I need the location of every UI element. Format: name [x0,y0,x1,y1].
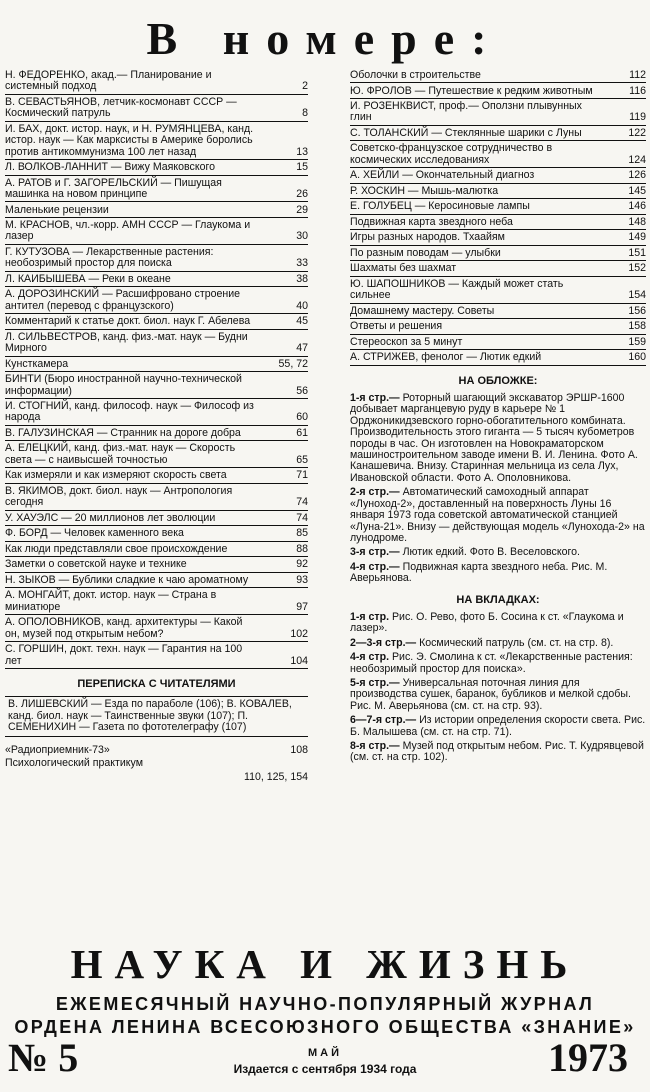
entry-title: Игры разных народов. Тхаайям [350,231,505,244]
entry-title: Л. СИЛЬВЕСТРОВ, канд. физ.-мат. наук — Будни Мирного [5,330,248,355]
entry-title: И. СТОГНИЙ, канд. философ. наук — Философ из народа [5,400,254,424]
published-since: Издается с сентября 1934 года [233,1062,417,1076]
entry-page: 149 [628,231,646,244]
entry-page: 102 [290,627,308,640]
contents-entry [350,337,646,350]
note-label: 1-я стр. [350,610,392,623]
entry-title: В. ГАЛУЗИНСКАЯ — Странник на дороге добра [5,426,241,439]
contents-entry [5,124,308,160]
entry-title: БИНТИ (Бюро иностранной научно-технической информации) [5,373,242,397]
note-text: Музей под открытым небом. Рис. Т. Кудрявцевой (см. ст. на стр. 102). [350,740,644,764]
contents-header: В номере: [146,13,504,64]
contents-entry [350,186,646,199]
entry-title: А. ХЕЙЛИ — Окончательный диагноз [350,169,535,182]
contents-entry [350,101,646,126]
entry-page: 124 [628,153,646,166]
contents-entry [5,220,308,245]
contents-entry [5,205,308,218]
entry-title: Психологический практикум [5,757,144,770]
note-item [350,612,646,635]
entry-title: А. РАТОВ и Г. ЗАГОРЕЛЬСКИЙ — Пишущая машинка на новом принципе [5,176,222,201]
contents-entry [5,758,308,769]
right-contents-list [350,70,646,366]
entry-page: 61 [296,426,308,439]
issue-year: 1973 [548,1035,628,1080]
note-text: Из истории определения скорости света. Рис. Б. Малышева (см. ст. на стр. 71). [350,714,646,738]
entry-page: 152 [628,262,646,275]
contents-entry [350,170,646,183]
note-text: Рис. Э. Смолина к ст. «Лекарственные растения: необозримый простор для поиска». [350,651,633,675]
entry-title: Подвижная карта звездного неба [350,215,513,228]
contents-entry [5,486,308,511]
entry-title: Домашнему мастеру. Советы [350,304,495,317]
entry-title: Г. КУТУЗОВА — Лекарственные растения: необозримый простор для поиска [5,245,214,270]
note-label: 2-я стр.— [350,486,403,499]
inserts-heading: НА ВКЛАДКАХ: [456,593,540,606]
contents-entry [5,247,308,272]
note-item [350,562,646,585]
contents-entry [5,470,308,483]
cover-heading: НА ОБЛОЖКЕ: [458,374,538,387]
note-text: Автоматический самоходный аппарат «Луноход-2», доставленный на поверхность Луны 16 января 1973 года советской автоматической станцией «Луна-21». Внизу — действующая модель «Лунохода-2» на лунодроме. [350,486,645,544]
entry-page: 93 [296,573,308,586]
entry-title: Р. ХОСКИН — Мышь-малютка [350,184,499,197]
contents-entry [5,374,308,399]
issue-number: № 5 [8,1035,79,1080]
entry-title: М. КРАСНОВ, чл.-корр. АМН СССР — Глаукома и лазер [5,219,251,243]
entry-page: 160 [628,351,646,364]
note-label: 6—7-я стр.— [350,714,420,727]
cover-notes [350,393,646,585]
entry-title: Ю. ШАПОШНИКОВ — Каждый может стать сильнее [350,277,564,302]
entry-title: Шахматы без шахмат [350,262,457,275]
note-item [350,638,646,649]
right-column [350,70,646,767]
contents-entry [5,162,308,175]
left-contents-list [5,70,308,669]
entry-title: Оболочки в строительстве [350,69,481,81]
correspondence-block [5,696,308,736]
contents-entry [350,321,646,334]
entry-page: 60 [296,411,308,424]
contents-entry [5,544,308,557]
entry-title: А. МОНГАЙТ, докт. истор. наук — Страна в миниатюре [5,589,217,613]
entry-page: 30 [296,230,308,243]
entry-page: 45 [296,315,308,328]
contents-entry [5,274,308,287]
entry-title: Маленькие рецензии [5,203,109,216]
entry-title: С. ГОРШИН, докт. техн. наук — Гарантия на 100 лет [5,643,243,667]
entry-title: В. ЯКИМОВ, докт. биол. наук — Антропология сегодня [5,484,233,509]
note-label: 1-я стр.— [350,392,403,405]
entry-page: 47 [296,342,308,355]
note-item [350,678,646,712]
note-label: 4-я стр. [350,651,392,664]
entry-page: 8 [302,107,308,120]
entry-page: 13 [296,145,308,158]
note-text: Рис. О. Рево, фото Б. Сосина к ст. «Глаукома и лазер». [350,610,624,635]
entry-title: А. ЕЛЕЦКИЙ, канд. физ.-мат. наук — Скорость света — с наивысшей точностью [5,442,236,466]
entry-page: 145 [628,184,646,197]
entry-page: 40 [296,299,308,312]
contents-entry [5,590,308,615]
magazine-title: НАУКА И ЖИЗНЬ [70,941,580,987]
entry-page: 65 [296,453,308,466]
entry-page: 88 [296,542,308,555]
entry-title: А. ОПОЛОВНИКОВ, канд. архитектуры — Какой он, музей под открытым небом? [5,616,243,640]
entry-page: 154 [628,289,646,302]
entry-page: 122 [628,126,646,139]
entry-title: Кунсткамера [5,357,69,370]
note-item [350,487,646,544]
psych-practicum-pages: 110, 125, 154 [243,770,308,783]
contents-entry [350,306,646,319]
note-item [350,652,646,675]
entry-title: Ф. БОРД — Человек каменного века [5,527,184,540]
contents-entry [350,248,646,261]
contents-entry [5,428,308,441]
magazine-subtitle-2: ОРДЕНА ЛЕНИНА ВСЕСОЮЗНОГО ОБЩЕСТВА «ЗНАНИЕ» [14,1017,636,1037]
entry-title: Ю. ФРОЛОВ — Путешествие к редким животным [350,84,593,97]
entry-page: 56 [296,384,308,397]
magazine-subtitle-1: ЕЖЕМЕСЯЧНЫЙ НАУЧНО-ПОПУЛЯРНЫЙ ЖУРНАЛ [55,994,595,1014]
entry-page: 158 [628,320,646,333]
contents-entry [5,528,308,541]
entry-title: Заметки о советской науке и технике [5,558,187,571]
contents-entry [5,617,308,642]
entry-title: А. ДОРОЗИНСКИЙ — Расшифровано строение антител (перевод с французского) [5,288,241,312]
note-label: 3-я стр.— [350,546,403,559]
contents-entry [350,70,646,83]
entry-page: 92 [296,558,308,571]
contents-entry [5,443,308,468]
entry-page: 119 [629,111,646,124]
contents-entry [350,232,646,245]
entry-title: У. ХАУЭЛС — 20 миллионов лет эволюции [5,511,216,524]
contents-entry [350,217,646,230]
entry-title: Л. КАИБЫШЕВА — Реки в океане [5,272,171,285]
entry-title: А. СТРИЖЕВ, фенолог — Лютик едкий [350,351,542,364]
note-label: 2—3-я стр.— [350,636,420,649]
entry-page: 108 [290,743,308,756]
contents-entry [5,644,308,669]
entry-title: С. ТОЛАНСКИЙ — Стеклянные шарики с Луны [350,126,582,139]
contents-entry [350,143,646,168]
contents-entry [5,401,308,426]
note-item [350,715,646,738]
contents-entry [5,513,308,526]
entry-page: 74 [296,496,308,509]
entry-page: 15 [296,161,308,174]
contents-entry [5,289,308,314]
entry-page: 112 [629,69,646,81]
entry-title: Е. ГОЛУБЕЦ — Керосиновые лампы [350,200,530,213]
entry-title: Л. ВОЛКОВ-ЛАННИТ — Вижу Маяковского [5,161,216,174]
left-tail-list [5,745,308,770]
entry-page: 71 [296,469,308,482]
entry-page: 85 [296,527,308,540]
contents-entry [350,279,646,304]
contents-entry [350,352,646,365]
contents-entry [5,359,308,372]
entry-title: «Радиоприемник-73» [5,743,110,756]
contents-entry [5,97,308,122]
entry-title: Н. ЗЫКОВ — Бублики сладкие к чаю ароматному [5,573,249,586]
entry-page: 74 [296,511,308,524]
entry-title: И. РОЗЕНКВИСТ, проф.— Оползни плывунных глин [350,100,582,124]
entry-page: 29 [296,203,308,216]
entry-page: 151 [628,246,646,259]
entry-title: Как люди представляли свое происхождение [5,542,228,555]
contents-entry [5,745,308,756]
note-item [350,547,646,558]
entry-page: 2 [302,80,308,93]
entry-page: 156 [628,304,646,317]
entry-page: 26 [296,188,308,201]
contents-entry [350,263,646,276]
note-text: Универсальная поточная линия для производства сушек, баранок, бубликов и мелкой сдобы. Рис. М. Аверьянова (см. ст. на стр. 93). [350,676,631,712]
entry-page: 38 [296,272,308,285]
entry-title: Советско-французское сотрудничество в космических исследованиях [350,142,553,166]
entry-title: Стереоскоп за 5 минут [350,335,463,348]
note-text: Подвижная карта звездного неба. Рис. М. Аверьянова. [350,560,608,585]
entry-page: 33 [296,257,308,270]
correspondence-heading: ПЕРЕПИСКА С ЧИТАТЕЛЯМИ [77,677,236,690]
left-column [5,70,308,783]
contents-entry [5,316,308,329]
entry-page: 159 [628,335,646,348]
correspondence-text: В. ЛИШЕВСКИЙ — Езда по параболе (106); В. КОВАЛЕВ, канд. биол. наук — Таинственные звуки (107); П. СЕМЕНИХИН — Газета по фототелеграфу (107) [8,698,292,734]
insert-notes [350,612,646,764]
contents-entry [5,70,308,95]
entry-page: 126 [628,169,646,182]
entry-page: 97 [296,600,308,613]
entry-title: И. БАХ, докт. истор. наук, и Н. РУМЯНЦЕВА, канд. истор. наук — Как марксисты в Америке боролись против антикоммунизма 100 лет назад [5,122,254,158]
contents-entry [350,128,646,141]
entry-page: 104 [290,654,308,667]
entry-page: 146 [628,200,646,213]
note-label: 5-я стр.— [350,676,403,689]
entry-title: Ответы и решения [350,320,443,333]
note-text: Лютик едкий. Фото В. Веселовского. [402,546,580,559]
contents-entry [5,332,308,357]
entry-page: 148 [628,215,646,228]
note-item [350,393,646,484]
entry-title: В. СЕВАСТЬЯНОВ, летчик-космонавт СССР — Космический патруль [5,95,237,120]
contents-entry [350,201,646,214]
note-label: 8-я стр.— [350,740,403,752]
note-text: Роторный шагающий экскаватор ЭРШР-1600 добывает марганцевую руду в карьере № 1 Орджоникидзевского горно-обогатительного комбината. Производительность этого гиганта — 5 тысяч кубометров породы в час. Он изготовлен на Новокраматорском машиностроительном заводе имени В. И. Ленина. Фото А. Канашевича. Внизу. Старинная мельница из села Лух, Ивановской области. Фото А. Ополовникова. [350,392,638,484]
entry-title: Как измеряли и как измеряют скорость света [5,469,227,482]
entry-title: Н. ФЕДОРЕНКО, акад.— Планирование и системный подход [5,69,212,93]
entry-page: 55, 72 [278,357,308,370]
note-label: 4-я стр.— [350,560,403,573]
note-item [350,741,646,764]
issue-month: МАЙ [307,1047,342,1059]
entry-page: 116 [629,84,646,97]
entry-title: Комментарий к статье докт. биол. наук Г. Абелева [5,315,251,328]
contents-entry [5,575,308,588]
contents-entry [5,559,308,572]
entry-title: По разным поводам — улыбки [350,246,501,259]
contents-entry [350,86,646,99]
contents-entry [5,178,308,203]
note-text: Космический патруль (см. ст. на стр. 8). [419,636,614,649]
